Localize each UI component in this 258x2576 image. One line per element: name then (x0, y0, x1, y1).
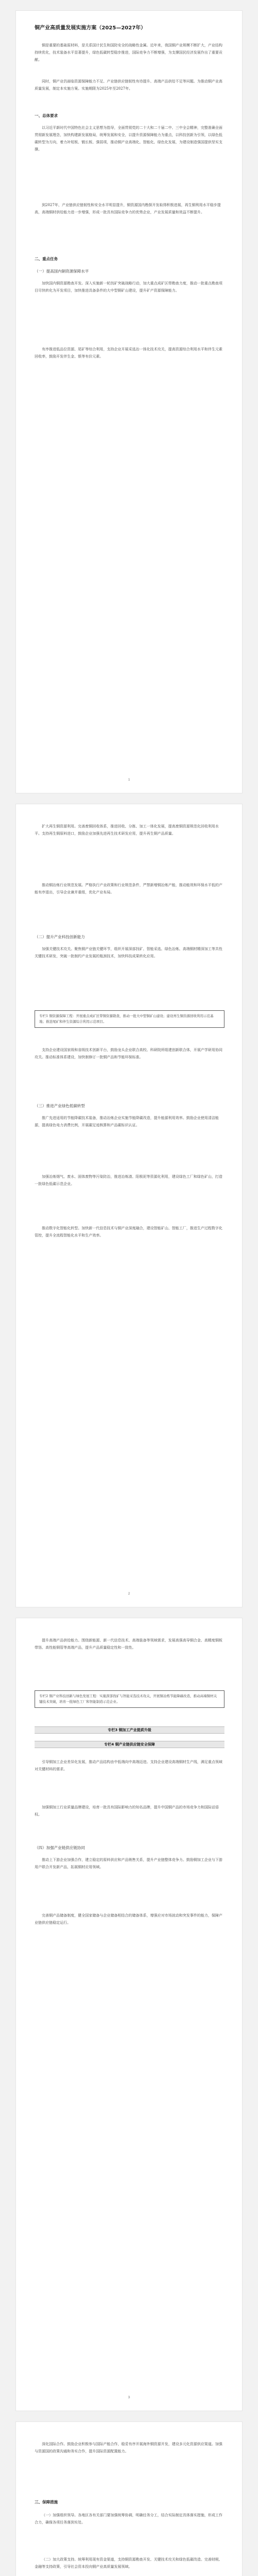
task-paragraph-13: 推动上下游企业加强合作，建立稳定的原料供应和产品销售关系，提升产业链整体竞争力。鼓励铜加工企业与下游用户联合开发新产品，拓展铜材应用领域。 (35, 1858, 222, 1869)
safeguard-paragraph-2: （二）加大政策支持。统筹利用现有资金渠道，支持铜资源勘查开发、关键技术攻关和绿色低碳改造。完善财税、金融等支持政策，引导社会资本投向铜产业高质量发展领域。 (35, 2557, 222, 2569)
task-paragraph-12: 加强铜加工行业质量品牌建设，培育一批具有国际影响力的知名品牌，提升中国铜产品的市场竞争力和国际话语权。 (35, 1805, 219, 1817)
column-box-1: 专栏1 铜资源保障工程：开展重点成矿区带铜资源勘查，推动一批大中型铜矿山建设；建设再生铜资源回收利用示范基地；推进尾矿和伴生资源综合利用示范项目。 (35, 1010, 224, 1028)
task-paragraph-15: 深化国际合作。鼓励企业积极参与国际产能合作，稳妥有序开展海外铜资源开发，建设多元化资源供应渠道。加强与资源国的政策沟通和务实合作，提升国际资源配置能力。 (35, 2442, 222, 2453)
task-paragraph-14: 完善铜产品储备制度，健全国家储备与企业储备相结合的储备体系，增强应对市场波动和突发事件的能力，保障产业链供应链稳定运行。 (35, 1913, 222, 1925)
task-paragraph-6: 支持企业建设国家级和省级技术创新平台，鼓励龙头企业联合高校、科研院所组建创新联合体，开展产学研用协同攻关。推动标准体系建设，加快制修订一批铜产品和节能环保标准。 (35, 1048, 222, 1059)
task-paragraph-4: 推动铜冶炼行业规范发展。严格执行产业政策和行业规范条件，严禁新增铜冶炼产能，推动能效和环保水平低的产能有序退出，引导企业兼并重组，优化产业布局。 (35, 883, 222, 894)
task-paragraph-3: 扩大再生铜资源利用。完善废铜回收体系，推进回收、分拣、加工一体化发展，提高废铜资源规范化回收利用水平。支持再生铜原料进口，鼓励企业加强先进再生技术研发应用，提升再生铜产品质量。 (35, 824, 219, 836)
task-paragraph-10: 提升高端产品供给能力。围绕新能源、新一代信息技术、高端装备等领域需求，发展高强高导铜合金、高精度铜板带箔、高性能铜管等高端产品，提升产品质量稳定性和一致性。 (35, 1638, 222, 1650)
task-paragraph-1: 加快国内铜资源勘查开发。深入实施新一轮找矿突破战略行动，加大重点成矿区带勘查力度，推动一批重点勘查项目尽快转化为开发项目，加快推进具备条件的大中型铜矿山建设，提升矿产资源保障能力。 (35, 281, 222, 293)
page-number: 1 (128, 778, 130, 782)
subheading-innovation: （二）提升产业科技创新能力 (35, 935, 85, 939)
column-caption-4: 专栏4 铜产业链供应链安全保障 (35, 1741, 224, 1748)
page-4 (15, 2421, 243, 2576)
subheading-supply-chain: （四）加强产业链供应链协同 (35, 1845, 85, 1850)
safeguard-paragraph-1: （一）加强组织领导。各地区各有关部门要加强统筹协调，明确任务分工，结合实际制定具体落实措施，形成工作合力，确保各项任务落到实处。 (35, 2513, 222, 2524)
page-number: 2 (128, 1592, 130, 1596)
page-1 (15, 10, 243, 793)
task-paragraph-8: 加强冶炼烟气、废水、固体废物等污染防治，推进冶炼渣、阳极泥等资源化利用，建设绿色工厂和绿色矿山，打造一批绿色低碳示范企业。 (35, 1175, 222, 1186)
goal-paragraph: 到2027年，产业链供应链韧性和安全水平明显提升，铜资源国内勘探开发取得积极进展，再生铜利用水平稳步提高，高端铜材供给能力进一步增强，形成一批具有国际竞争力的优势企业，产业发展质量和效益不断提升。 (35, 203, 221, 214)
task-paragraph-5: 加强关键技术攻关。聚焦铜产业链关键环节，组织开展深部找矿、智能采选、绿色冶炼、高端铜材精深加工等共性关键技术研发，突破一批制约产业发展的瓶颈技术，加快科技成果转化应用。 (35, 947, 222, 958)
page-number: 3 (128, 2396, 130, 2399)
intro-paragraph-2: 同时，铜产业仍面临资源保障能力不足、产业链供应链韧性有待提升、高端产品供给不足等问题。为推动铜产业高质量发展，制定本实施方案。实施期限为2025年至2027年。 (35, 79, 222, 91)
heading-overall-requirements: 一、总体要求 (35, 113, 58, 118)
page-2 (15, 804, 243, 1607)
subheading-green-transition: （三）推进产业绿色低碳转型 (35, 1104, 85, 1108)
intro-paragraph-1: 铜是重要的基础原材料，是关系国计民生和国防安全的战略性金属。近年来，我国铜产业规模不断扩大，产业结构持续优化，技术装备水平显著提升，绿色低碳转型稳步推进，国际竞争力不断增强，为支撑国民经济发展作出了重要贡献。 (35, 43, 222, 62)
subheading-resource-security: （一）提高国内铜资源保障水平 (35, 269, 89, 274)
heading-key-tasks: 二、重点任务 (35, 257, 58, 261)
task-paragraph-11: 引导铜加工企业差异化发展，推动产品结构由中低端向中高端迈进。支持企业建设高端铜材生产线，满足重点领域对关键材料的需求。 (35, 1760, 222, 1771)
column-box-2: 专栏2 铜产业科技创新与绿色发展工程：实施深部找矿与智能采选技术攻关，开展铜冶炼节能降碳改造，推动高端铜材关键技术突破，培育一批绿色工厂和智能制造示范企业。 (35, 1690, 224, 1708)
heading-safeguards: 三、保障措施 (35, 2500, 58, 2504)
task-paragraph-7: 推广先进适用的节能降碳技术装备，推动冶炼企业实施节能降碳改造，提升能源利用效率。鼓励企业使用清洁能源，提高绿色电力消费比例，开展碳足迹核算和产品碳标识认证。 (35, 1116, 219, 1127)
page-3 (15, 1618, 243, 2411)
document-title: 铜产业高质量发展实施方案（2025—2027年） (35, 25, 146, 31)
overall-requirements-paragraph: 以习近平新时代中国特色社会主义思想为指导，全面贯彻党的二十大和二十届二中、三中全会精神，完整准确全面贯彻新发展理念，加快构建新发展格局，统筹发展和安全，以提升资源保障能力为重点，以科技创新为引领，以绿色低碳转型为方向，着力补短板、锻长板、强弱项，推动铜产业高端化、智能化、绿色化发展，为建设制造强国提供坚实支撑。 (35, 126, 222, 151)
column-caption-3: 专栏3 铜加工产业提质升级 (35, 1726, 224, 1734)
task-paragraph-9: 推动数字化智能化转型。加快新一代信息技术与铜产业深度融合，建设智能矿山、智能工厂，推进生产过程数字化管控，提升全流程智能化水平和生产效率。 (35, 1226, 222, 1238)
task-paragraph-2: 有序推进低品位资源、尾矿等综合利用，支持企业开展采选冶一体化技术攻关，提高资源综合利用水平和伴生元素回收率，鼓励开发伴生金、银等有价元素。 (35, 347, 222, 359)
